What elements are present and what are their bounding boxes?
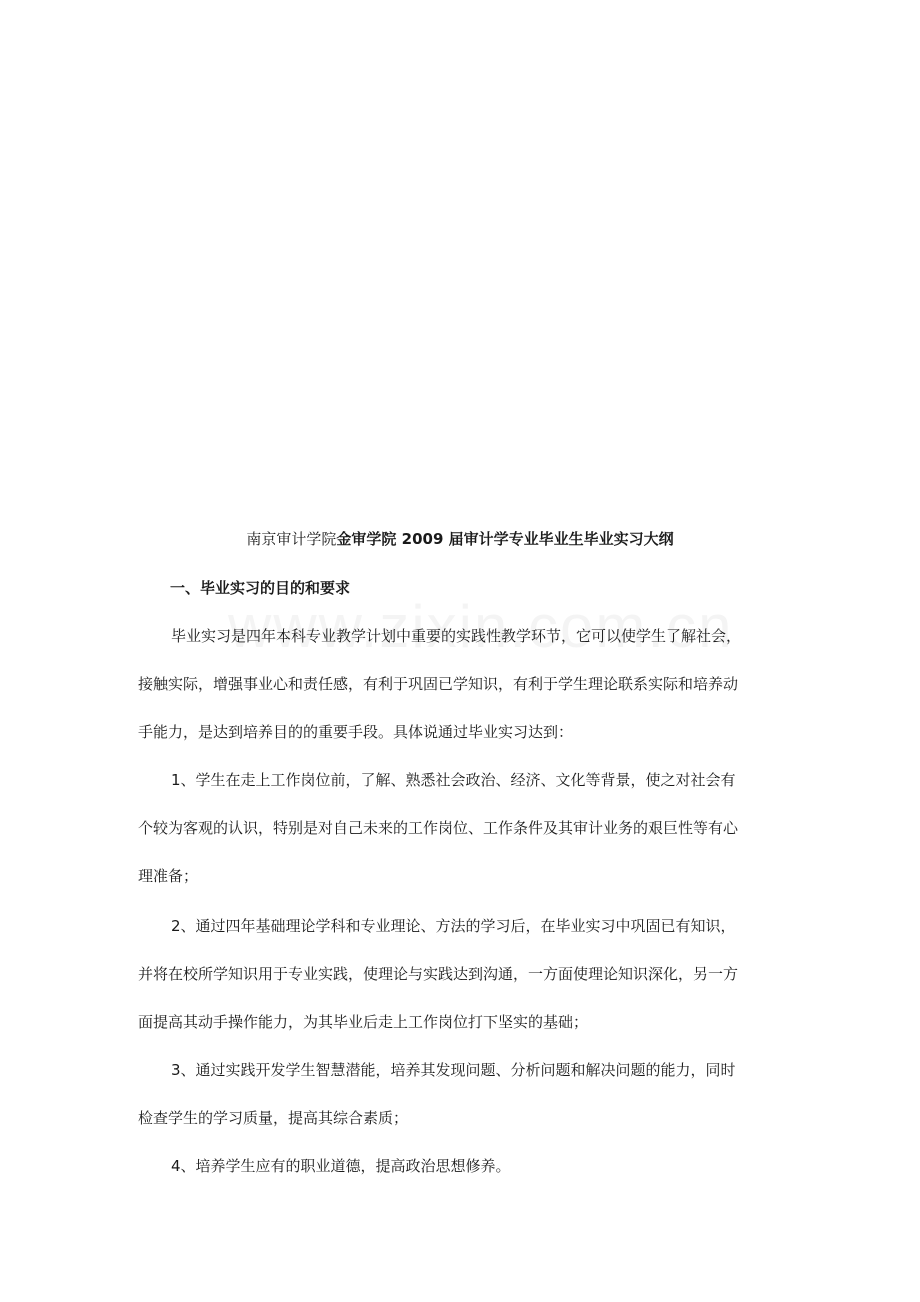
paragraph-line: 并将在校所学知识用于专业实践，使理论与实践达到沟通，一方面使理论知识深化，另一方 [138,965,739,983]
paragraph-line: 检查学生的学习质量，提高其综合素质； [138,1109,409,1127]
paragraph-line: 毕业实习是四年本科专业教学计划中重要的实践性教学环节，它可以使学生了解社会， [171,627,742,645]
paragraph-line: 1、学生在走上工作岗位前，了解、熟悉社会政治、经济、文化等背景，使之对社会有 [171,771,736,789]
paragraph-line: 2、通过四年基础理论学科和专业理论、方法的学习后，在毕业实习中巩固已有知识， [171,917,736,935]
intro-paragraph [138,612,798,756]
paragraph-line: 手能力，是达到培养目的的重要手段。具体说通过毕业实习达到： [138,723,574,741]
paragraph-line: 个较为客观的认识，特别是对自己未来的工作岗位、工作条件及其审计业务的艰巨性等有心 [138,819,739,837]
paragraph-line: 面提高其动手操作能力，为其毕业后走上工作岗位打下坚实的基础； [138,1013,589,1031]
title-prefix: 南京审计学院 [246,530,337,548]
item-3-paragraph [138,1046,798,1142]
item-1-paragraph [138,756,798,900]
item-2-paragraph [138,902,798,1046]
paragraph-line: 3、通过实践开发学生智慧潜能，培养其发现问题、分析问题和解决问题的能力，同时 [171,1061,736,1079]
paragraph-line: 接触实际，增强事业心和责任感，有利于巩固已学知识，有利于学生理论联系实际和培养动 [138,675,739,693]
section-heading: 一、毕业实习的目的和要求 [170,579,351,597]
paragraph-line: 4、培养学生应有的职业道德，提高政治思想修养。 [171,1157,511,1175]
title-main: 金审学院 2009 届审计学专业毕业生毕业实习大纲 [336,530,674,548]
item-4-paragraph [138,1142,798,1190]
document-title [0,527,920,551]
paragraph-line: 理准备； [138,867,199,885]
